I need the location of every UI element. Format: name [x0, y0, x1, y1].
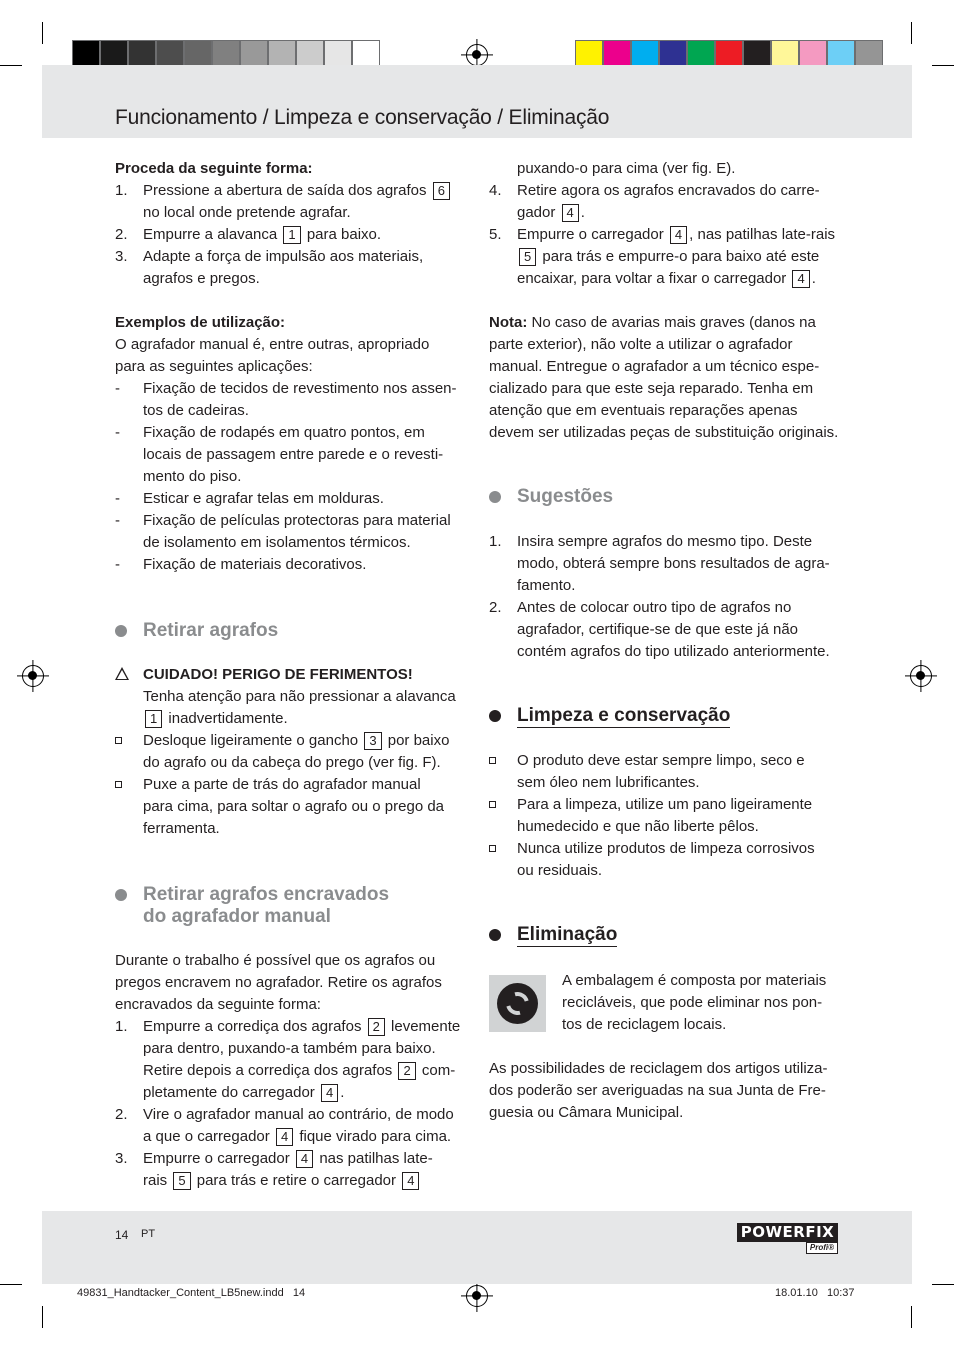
- bullet-icon: [489, 491, 501, 503]
- crop-mark: [932, 1284, 954, 1285]
- section-heading: Limpeza e conservação: [489, 705, 841, 727]
- paragraph: As possibilidades de reciclagem dos artigos utiliza-: [489, 1060, 828, 1077]
- file-info: 49831_Handtacker_Content_LB5new.indd 14: [77, 1287, 306, 1299]
- paragraph: dos poderão ser averiguadas na sua Junta de Fre-: [489, 1082, 826, 1099]
- bullet-icon: [489, 929, 501, 941]
- paragraph: atenção que em eventuais reparações apenas: [489, 402, 798, 419]
- part-ref: 2: [398, 1062, 415, 1080]
- page-title: Funcionamento / Limpeza e conservação / Eliminação: [115, 106, 610, 129]
- paragraph: devem ser utilizadas peças de substituição originais.: [489, 424, 839, 441]
- list-item: - Fixação de materiais decorativos.: [115, 556, 367, 573]
- registration-mark-icon: [466, 1285, 488, 1307]
- paragraph: parte exterior), não volte a utilizar o agrafador: [489, 336, 793, 353]
- crop-mark: [932, 65, 954, 66]
- crop-mark: [42, 22, 43, 44]
- page-number: 14: [115, 1228, 129, 1242]
- part-ref: 4: [792, 270, 809, 288]
- paragraph: Durante o trabalho é possível que os agrafos ou: [115, 952, 436, 969]
- part-ref: 4: [296, 1150, 313, 1168]
- section-heading: Retirar agrafos encravados do agrafador manual: [115, 884, 465, 928]
- section-subtitle: Proceda da seguinte forma:: [115, 160, 313, 177]
- list-item: 3. Empurre o carregador 4 nas patilhas late- rais 5 para trás e retire o carregador 4: [115, 1150, 433, 1189]
- paragraph: manual. Entregue o agrafador a um técnico espe-: [489, 358, 820, 375]
- list-item: 2. Antes de colocar outro tipo de agrafos no agrafador, certifique-se de que este já não contém agrafos do tipo utilizado anteriormente.: [489, 599, 830, 660]
- print-date: 18.01.10 10:37: [775, 1287, 855, 1299]
- note-paragraph: Nota: No caso de avarias mais graves (danos na: [489, 314, 816, 331]
- checkbox-bullet-icon: [489, 845, 496, 852]
- list-item: - Fixação de rodapés em quatro pontos, em locais de passagem entre parede e o revesti- mento do piso.: [115, 424, 444, 485]
- part-ref: 3: [364, 732, 381, 750]
- list-item: 1. Pressione a abertura de saída dos agrafos 6 no local onde pretende agrafar.: [115, 180, 465, 224]
- green-dot-recycling-icon: [489, 975, 546, 1032]
- part-ref: 5: [173, 1172, 190, 1190]
- part-ref: 2: [368, 1018, 385, 1036]
- powerfix-logo: POWERFIX Profi®: [737, 1223, 838, 1252]
- bullet-icon: [115, 889, 127, 901]
- part-ref: 4: [276, 1128, 293, 1146]
- checkbox-bullet-icon: [489, 757, 496, 764]
- list-item: 1. Insira sempre agrafos do mesmo tipo. Deste modo, obterá sempre bons resultados de agra- famento.: [489, 533, 830, 594]
- list-item: - Fixação de películas protectoras para material de isolamento em isolamentos térmicos.: [115, 512, 451, 551]
- registration-mark-icon: [22, 665, 44, 687]
- part-ref: 4: [321, 1084, 338, 1102]
- part-ref: 6: [433, 182, 450, 200]
- checkbox-bullet-icon: [115, 737, 122, 744]
- list-item: 2. Empurre a alavanca 1 para baixo.: [115, 226, 382, 243]
- language-code: PT: [141, 1228, 156, 1240]
- checkbox-bullet-icon: [115, 781, 122, 788]
- bullet-icon: [115, 625, 127, 637]
- list-item: 2. Vire o agrafador manual ao contrário, de modo a que o carregador 4 fique virado para cima.: [115, 1106, 454, 1145]
- caution-block: CUIDADO! PERIGO DE FERIMENTOS! Tenha atenção para não pressionar a alavanca 1 inadvertidamente.: [115, 664, 465, 730]
- list-item: - Esticar e agrafar telas em molduras.: [115, 490, 384, 507]
- section-subtitle: Exemplos de utilização:: [115, 314, 286, 331]
- paragraph: pregos encravem no agrafador. Retire os agrafos: [115, 974, 442, 991]
- registration-mark-icon: [466, 44, 488, 66]
- section-heading: Eliminação: [489, 924, 841, 946]
- list-item: Desloque ligeiramente o gancho 3 por baixo do agrafo ou da cabeça do prego (ver fig. F).: [115, 730, 465, 774]
- crop-mark: [0, 65, 22, 66]
- list-item: 1. Empurre a corrediça dos agrafos 2 levemente para dentro, puxando-a também para baixo. Retire depois a corrediça dos agrafos 2 com- pletamente do carregador 4 .: [115, 1018, 461, 1101]
- list-item: puxando-o para cima (ver fig. E).: [517, 160, 736, 177]
- list-item: 3. Adapte a força de impulsão aos materiais, agrafos e pregos.: [115, 248, 424, 287]
- registration-mark-icon: [910, 665, 932, 687]
- list-item: 4. Retire agora os agrafos encravados do carre- gador 4 .: [489, 182, 820, 221]
- part-ref: 5: [519, 248, 536, 266]
- bullet-icon: [489, 710, 501, 722]
- section-heading: Sugestões: [489, 486, 841, 508]
- part-ref: 1: [283, 226, 300, 244]
- paragraph: encravados da seguinte forma:: [115, 996, 321, 1013]
- crop-mark: [911, 1306, 912, 1328]
- left-column: [115, 158, 465, 1192]
- list-item: Puxe a parte de trás do agrafador manual para cima, para soltar o agrafo ou o prego da ferramenta.: [115, 774, 465, 840]
- paragraph: O agrafador manual é, entre outras, apropriado: [115, 336, 430, 353]
- paragraph: guesia ou Câmara Municipal.: [489, 1104, 684, 1121]
- crop-mark: [42, 1306, 43, 1328]
- list-item: - Fixação de tecidos de revestimento nos assen- tos de cadeiras.: [115, 380, 457, 419]
- crop-mark: [911, 22, 912, 44]
- part-ref: 1: [145, 710, 162, 728]
- disposal-text: A embalagem é composta por materiais recicláveis, que pode eliminar nos pon- tos de reciclagem locais.: [562, 972, 827, 1033]
- part-ref: 4: [670, 226, 687, 244]
- list-item: O produto deve estar sempre limpo, seco e sem óleo nem lubrificantes.: [489, 750, 841, 794]
- list-item: 5. Empurre o carregador 4 , nas patilhas late-rais 5 para trás e empurre-o para baixo até este encaixar, para voltar a fixar o carregador 4 .: [489, 226, 836, 287]
- list-item: Para a limpeza, utilize um pano ligeiramente humedecido e que não liberte pêlos.: [489, 794, 841, 838]
- checkbox-bullet-icon: [489, 801, 496, 808]
- warning-icon: [115, 667, 129, 680]
- part-ref: 4: [402, 1172, 419, 1190]
- section-heading: Retirar agrafos: [115, 620, 465, 642]
- crop-mark: [0, 1284, 22, 1285]
- paragraph: cializado para que este seja reparado. Tenha em: [489, 380, 814, 397]
- list-item: Nunca utilize produtos de limpeza corrosivos ou residuais.: [489, 838, 841, 882]
- part-ref: 4: [562, 204, 579, 222]
- paragraph: para as seguintes aplicações:: [115, 358, 313, 375]
